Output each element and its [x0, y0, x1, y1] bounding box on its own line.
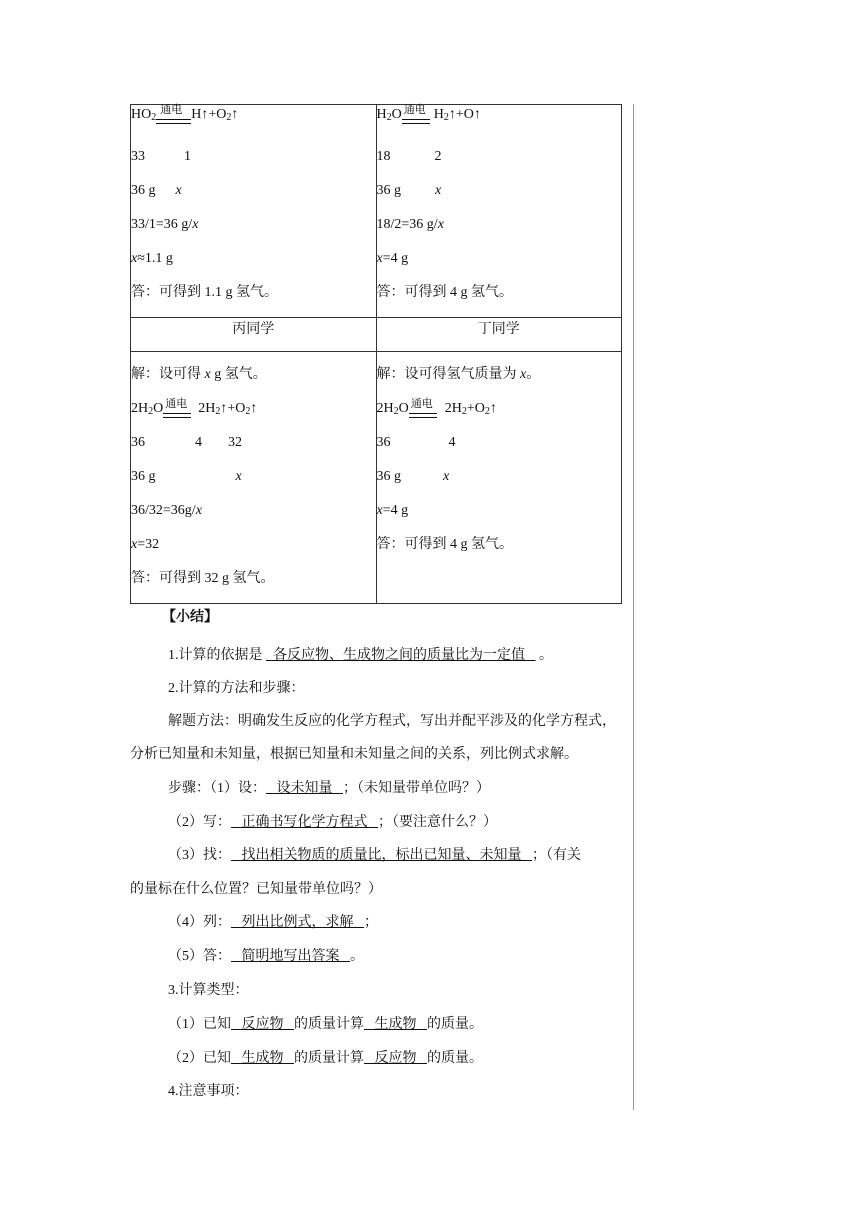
proportion-row: 36/32=36g/x	[131, 503, 202, 518]
mass-ratio-row: 33 1	[131, 149, 191, 164]
margin-line	[633, 104, 634, 1110]
fill-blank: 简明地写出答案	[241, 949, 340, 964]
calc-type-1: （1）已知 反应物 的质量计算 生成物 的质量。	[168, 1017, 483, 1032]
fill-blank: 列出比例式，求解	[241, 915, 354, 930]
fill-blank: 生成物	[241, 1051, 284, 1066]
solution-student-c	[131, 352, 377, 604]
result-row: x≈1.1 g	[131, 251, 173, 266]
notes-heading: 4.注意事项：	[168, 1084, 249, 1099]
step-1: 步骤：（1）设： 设未知量 ；（未知量带单位吗？）	[168, 781, 490, 796]
result-row: x=4 g	[376, 251, 409, 266]
equation: $2H_2O$ 通电 $2H_2+O_2↑$	[376, 398, 497, 417]
step-3-continued: 的量标在什么位置？已知量带单位吗？）	[130, 882, 382, 897]
setup-row: 解：设可得氢气质量为 x。	[376, 367, 541, 382]
solution-student-d	[376, 352, 622, 604]
mass-ratio-row: 18 2	[376, 149, 442, 164]
fill-blank: 各反应物、生成物之间的质量比为一定值	[273, 648, 525, 663]
proportion-row: 33/1=36 g/x	[131, 217, 199, 232]
method-line-2: 分析已知量和未知量，根据已知量和未知量之间的关系，列比例式求解。	[130, 747, 578, 762]
proportion-row: 18/2=36 g/x	[376, 217, 444, 232]
fill-blank: 设未知量	[276, 781, 333, 796]
known-mass-row: 36 g x	[131, 469, 242, 484]
solution-top-right	[376, 105, 622, 318]
fill-blank: 找出相关物质的质量比，标出已知量、未知量	[241, 848, 522, 863]
mass-ratio-row: 36 4	[376, 435, 456, 450]
calc-type-2: （2）已知 生成物 的质量计算 反应物 的质量。	[168, 1051, 483, 1066]
equation-reactant: $H_2O$	[376, 107, 402, 123]
step-2: （2）写： 正确书写化学方程式 ；（要注意什么？）	[168, 815, 497, 830]
setup-row: 解：设可得 x g 氢气。	[131, 367, 267, 382]
answer-row: 答：可得到 4 g 氢气。	[376, 285, 513, 300]
equation-reactant: $HO_2$	[131, 107, 157, 123]
calculation-table	[130, 104, 622, 604]
fill-blank: 反应物	[374, 1051, 417, 1066]
method-line-1: 解题方法：明确发生反应的化学方程式，写出并配平涉及的化学方程式，	[168, 714, 616, 729]
step-4: （4）列： 列出比例式，求解 ；	[168, 915, 378, 930]
summary-methods-heading: 2.计算的方法和步骤：	[168, 681, 305, 696]
student-c-header: 丙同学	[131, 318, 377, 352]
answer-row: 答：可得到 4 g 氢气。	[376, 537, 513, 552]
step-5: （5）答： 简明地写出答案 。	[168, 949, 364, 964]
equation: $2H_2O$ 通电 $2H_2↑+O_2↑$	[131, 398, 258, 417]
mass-ratio-row: 36 4 32	[131, 435, 242, 450]
solution-top-left	[131, 105, 377, 318]
equation: $H_2O$ 通电 $H_2↑+O↑$	[376, 104, 481, 123]
known-mass-row: 36 g x	[376, 469, 450, 484]
fill-blank: 生成物	[374, 1017, 417, 1032]
known-mass-row: 36 g x	[131, 183, 182, 198]
equation: $HO_2$ 通电 $H↑+O_2↑$	[131, 104, 239, 123]
calc-types-heading: 3.计算类型：	[168, 983, 249, 998]
fill-blank: 反应物	[241, 1017, 284, 1032]
answer-row: 答：可得到 1.1 g 氢气。	[131, 285, 278, 300]
result-row: x=32	[131, 537, 160, 552]
known-mass-row: 36 g x	[376, 183, 442, 198]
summary-basis: 1.计算的依据是 各反应物、生成物之间的质量比为一定值 。	[168, 648, 553, 663]
fill-blank: 正确书写化学方程式	[241, 815, 368, 830]
result-row: x=4 g	[376, 503, 409, 518]
answer-row: 答：可得到 32 g 氢气。	[131, 571, 275, 586]
summary-title: 【小结】	[162, 610, 218, 625]
student-d-header: 丁同学	[376, 318, 622, 352]
step-3: （3）找： 找出相关物质的质量比，标出已知量、未知量 ；（有关	[168, 848, 581, 863]
